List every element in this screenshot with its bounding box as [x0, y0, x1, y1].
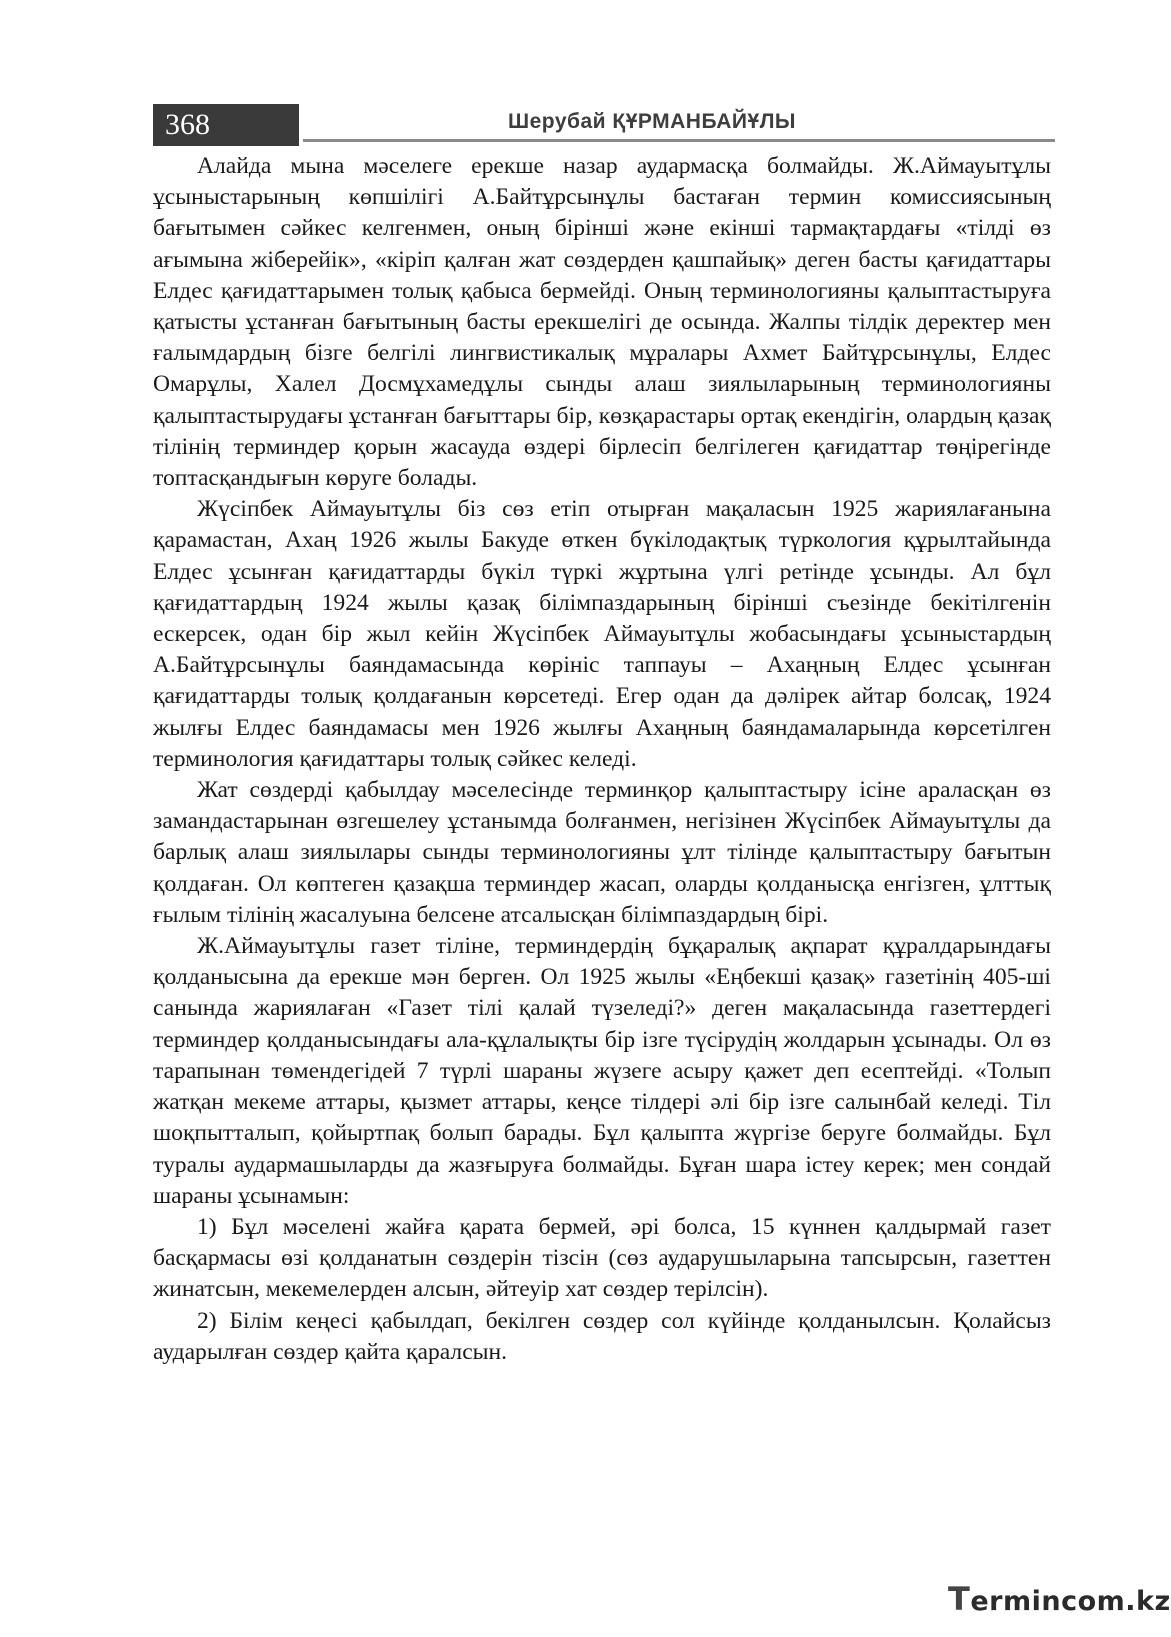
paragraph: 2) Білім кеңесі қабылдап, бекілген сөздер сол күйінде қолданылсын. Қолайсыз аударылған сөздер қайта қаралсын.	[153, 1307, 1051, 1365]
watermark-logo	[948, 1580, 1171, 1618]
header-divider	[303, 139, 1055, 142]
paragraph: Ж.Аймауытұлы газет тіліне, терминдердің бұқаралық ақпарат құралдарындағы қолданысына да ерекше мән берген. Ол 1925 жылы «Еңбекші қазақ» газетінің 405-ші санында жариялаған «Газет тілі қалай түзеледі?» деген мақаласында газеттердегі терминдер қолданысындағы ала-құлалықты бір ізге түсірудің жолдарын ұсынады. Ол өз тарапынан төмендегідей 7 түрлі шараны жүзеге асыру қажет деп есептейді. «Толып жатқан мекеме аттары, қызмет аттары, кеңсе тілдері әлі бір ізге салынбай келеді. Тіл шоқпытталып, қойыртпақ болып барады. Бұл қалыпта жүргізе беруге болмайды. Бұл туралы аудармашыларды да жазғыруға болмайды. Бұған шара істеу керек; мен сондай шараны ұсынамын:	[153, 933, 1051, 1209]
watermark-text: erminc	[970, 1586, 1078, 1617]
page-number-box	[153, 104, 299, 146]
page-number: 368	[165, 108, 210, 141]
paragraph: Алайда мына мәселеге ерекше назар аудармасқа болмайды. Ж.Аймауытұлы ұсыныстарының көпшілігі А.Байтұрсынұлы бастаған термин комиссиясының бағытымен сәйкес келгенмен, оның бірінші және екінші тармақтардағы «тілді өз ағымына жіберейік», «кіріп қалған жат сөздерден қашпайық» деген басты қағидаттары Елдес қағидаттарымен толық қабыса бермейді. Оның терминологияны қалыптастыруға қатысты ұстанған бағытының басты ерекшелігі де осында. Жалпы тілдік деректер мен ғалымдардың бізге белгілі лингвистикалық мұралары Ахмет Байтұрсынұлы, Елдес Омарұлы, Халел Досмұхамедұлы сынды алаш зиялыларының терминологияны қалыптастырудағы ұстанған бағыттары бір, көзқарастары ортақ екендігін, олардың қазақ тілінің терминдер қорын жасауда өздері бірлесіп белгілеген қағидаттар төңірегінде топтасқандығын көруге болады.	[153, 153, 1051, 492]
paragraph: Жүсіпбек Аймауытұлы біз сөз етіп отырған мақаласын 1925 жариялағанына қарамастан, Ахаң 1926 жылы Бакуде өткен бүкілодақтық түркология құрылтайында Елдес ұсынған қағидаттарды бүкіл түркі жұртына үлгі ретінде ұсынды. Ал бұл қағидаттардың 1924 жылы қазақ білімпаздарының бірінші съезінде бекітілгенін ескерсек, одан бір жыл кейін Жүсіпбек Аймауытұлы жобасындағы ұсыныстардың А.Байтұрсынұлы баяндамасында көрініс таппауы – Ахаңның Елдес ұсынған қағидаттарды толық қолдағанын көрсетеді. Егер одан да дәлірек айтар болсақ, 1924 жылғы Елдес баяндамасы мен 1926 жылғы Ахаңның баяндамаларында көрсетілген терминология қағидаттары толық сәйкес келеді.	[153, 496, 1051, 772]
paragraph: Жат сөздерді қабылдау мәселесінде терминқор қалыптастыру ісіне араласқан өз замандастарынан өзгешелеу ұстанымда болғанмен, негізінен Жүсіпбек Аймауытұлы да барлық алаш зиялылары сынды терминологияны ұлт тілінде қалыптастыру бағытын қолдаған. Ол көптеген қазақша терминдер жасап, оларды қолданысқа енгізген, ұлттық ғылым тілінің жасалуына белсене атсалысқан білімпаздардың бірі.	[153, 777, 1051, 928]
watermark-o: o	[1077, 1586, 1097, 1617]
watermark-suffix: m.kz	[1096, 1586, 1171, 1617]
paragraph: 1) Бұл мәселені жайға қарата бермей, әрі болса, 15 күннен қалдырмай газет басқармасы өзі қолданатын сөздерін тізсін (сөз аударушыларына тапсырсын, газеттен жинатсын, мекемелерден алсын, әйтеуір хат сөздер терілсін).	[153, 1213, 1051, 1303]
page-header	[153, 104, 1053, 146]
watermark-prefix: T	[948, 1580, 971, 1618]
running-title: Шерубай ҚҰРМАНБАЙҰЛЫ	[508, 110, 796, 133]
page-body	[153, 151, 1051, 1368]
